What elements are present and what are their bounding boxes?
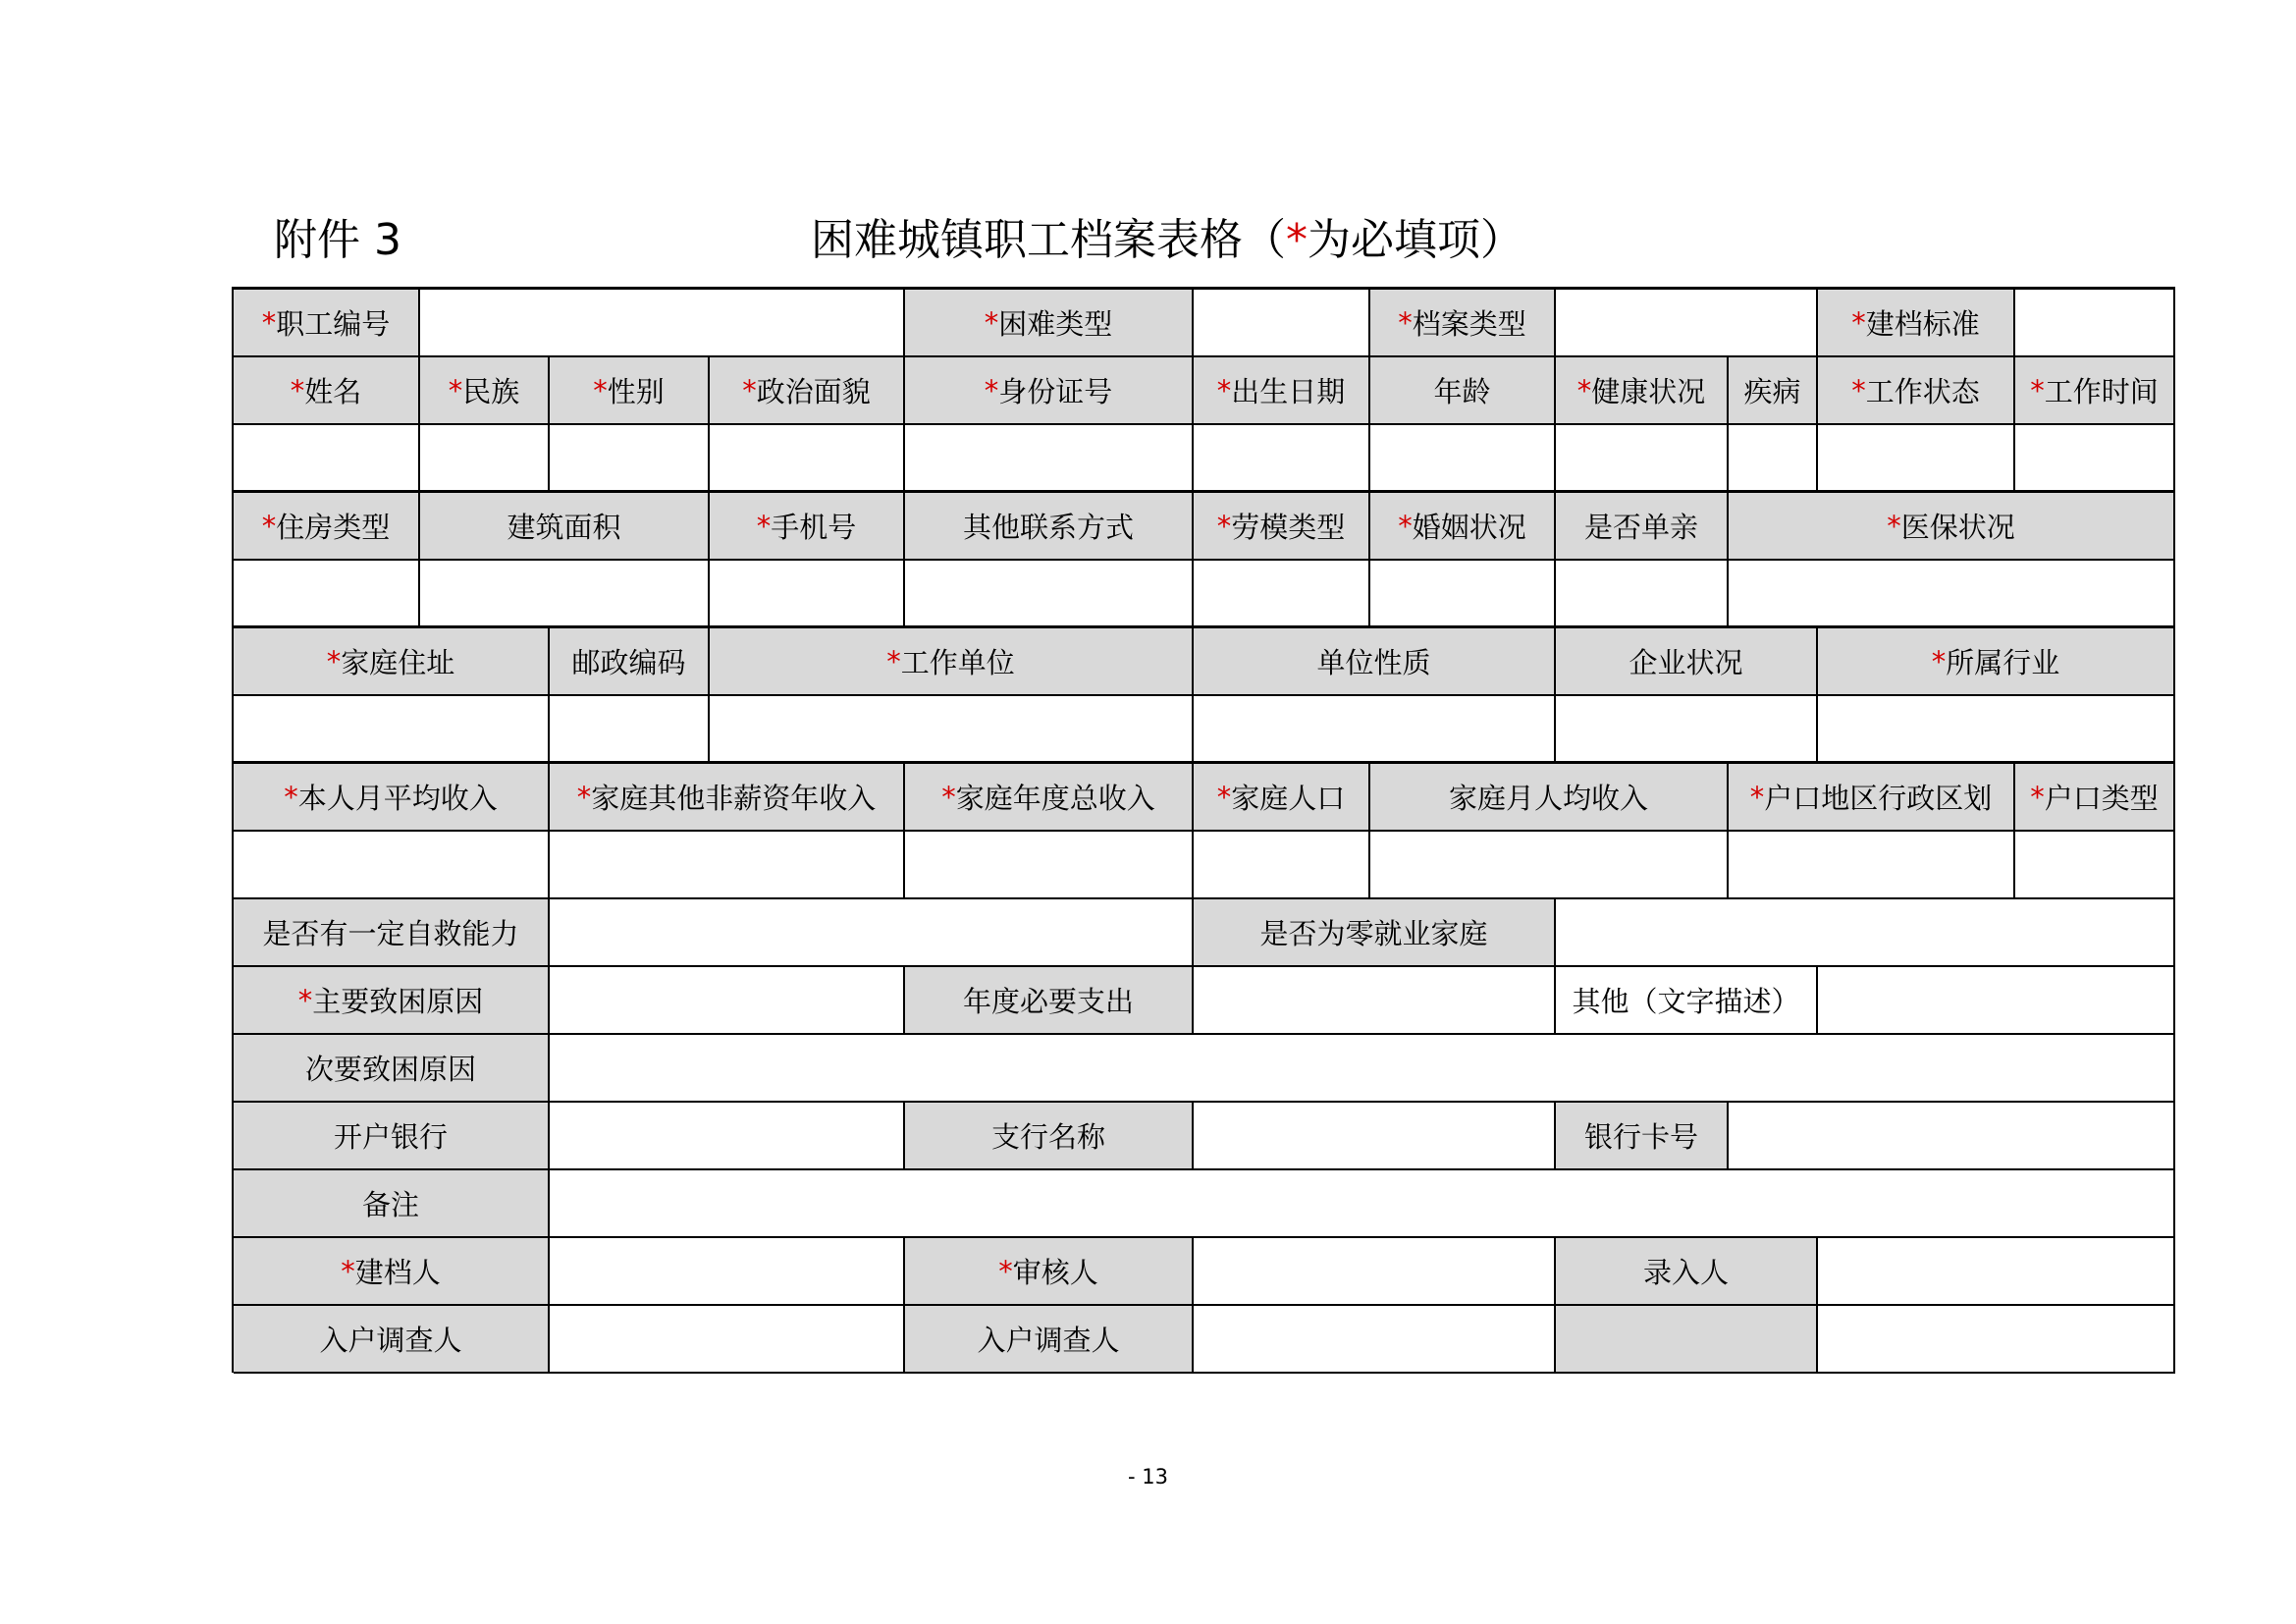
document-title [811,208,1523,273]
remarks-field[interactable] [550,1170,2175,1238]
field-label-text: 家庭其他非薪资年收入 [591,782,877,815]
label-gender [550,357,710,425]
label-birth-date [1194,357,1370,425]
field-label-text: 档案类型 [1412,307,1526,341]
household-region-field[interactable] [1729,832,2015,899]
household-type-field[interactable] [2015,832,2175,899]
work-status-field[interactable] [1818,425,2015,493]
main-cause-field[interactable] [550,967,905,1035]
single-parent-field[interactable] [1556,561,1729,628]
field-label-text: 户口地区行政区划 [1764,782,1993,815]
label-model-worker-type [1194,493,1370,561]
branch-name-field[interactable] [1194,1103,1556,1170]
personal-monthly-income-field[interactable] [234,832,550,899]
label-id-number [905,357,1194,425]
label-marital-status [1370,493,1556,561]
required-mark: * [284,780,298,814]
id-number-field[interactable] [905,425,1194,493]
field-label-text: 银行卡号 [1583,1120,1698,1154]
field-label-text: 其他联系方式 [962,511,1134,544]
entry-person-field[interactable] [1818,1238,2175,1306]
field-label-text: 工作状态 [1865,375,1980,408]
marital-status-field[interactable] [1370,561,1556,628]
required-mark: * [2030,780,2045,814]
title-star: * [1286,215,1308,265]
required-mark: * [326,644,342,678]
required-mark: * [1576,373,1592,407]
field-label-text: 备注 [361,1188,419,1221]
field-label-text: 职工编号 [276,307,391,341]
label-work-time [2015,357,2175,425]
required-mark: * [1398,509,1413,543]
card-no-field[interactable] [1729,1103,2175,1170]
field-label-text: 出生日期 [1231,375,1346,408]
other-contact-field[interactable] [905,561,1194,628]
label-housing-type [234,493,420,561]
mobile-field[interactable] [710,561,905,628]
gender-field[interactable] [550,425,710,493]
family-per-capita-income-field[interactable] [1370,832,1729,899]
enterprise-status-field[interactable] [1556,696,1818,764]
label-disease [1729,357,1818,425]
required-mark: * [984,305,999,340]
field-label-text: 入户调查人 [977,1324,1120,1357]
field-label-text: 工作时间 [2044,375,2159,408]
label-age [1370,357,1556,425]
required-mark: * [593,373,608,407]
annual-expense-field[interactable] [1194,967,1556,1035]
file-type-field[interactable] [1556,290,1818,357]
label-self-rescue [234,899,550,967]
required-mark: * [984,373,999,407]
self-rescue-field[interactable] [550,899,1194,967]
label-work-status [1818,357,2015,425]
field-label-text: 入户调查人 [319,1324,462,1357]
label-investigator-1 [234,1306,550,1374]
health-status-field[interactable] [1556,425,1729,493]
field-label-text: 政治面貌 [756,375,871,408]
field-label-text: 困难类型 [998,307,1113,341]
investigator-2-field[interactable] [1194,1306,1556,1374]
required-mark: * [1216,780,1232,814]
political-status-field[interactable] [710,425,905,493]
field-label-text: 姓名 [304,375,362,408]
required-mark: * [261,305,277,340]
field-label-text: 是否单亲 [1583,511,1698,544]
label-household-region [1729,764,2015,832]
label-difficulty-type [905,290,1194,357]
page-number: - 13 [1128,1465,1168,1489]
label-ethnicity [420,357,550,425]
field-label-text: 手机号 [771,511,857,544]
other-desc-field[interactable] [1818,967,2175,1035]
label-filer [234,1238,550,1306]
work-unit-field[interactable] [710,696,1194,764]
model-worker-type-field[interactable] [1194,561,1370,628]
field-label-text: 身份证号 [998,375,1113,408]
label-family-annual-income [905,764,1194,832]
field-label-text: 家庭月人均收入 [1448,782,1648,815]
field-label-text: 所属行业 [1946,646,2060,679]
required-mark: * [1851,373,1866,407]
label-employee-no [234,290,420,357]
required-mark: * [756,509,772,543]
filer-field[interactable] [550,1238,905,1306]
field-label-text: 年度必要支出 [962,985,1134,1018]
required-mark: * [1216,373,1232,407]
required-mark: * [1887,509,1901,543]
field-label-text: 家庭年度总收入 [955,782,1155,815]
label-other-contact [905,493,1194,561]
field-label-text: 建筑面积 [507,511,621,544]
field-label-text: 劳模类型 [1231,511,1346,544]
label-secondary-cause [234,1035,550,1103]
label-postal-code [550,628,710,696]
postal-code-field[interactable] [550,696,710,764]
label-investigator-2 [905,1306,1194,1374]
field-label-text: 工作单位 [900,646,1015,679]
field-label-text: 邮政编码 [571,646,686,679]
required-mark: * [297,983,313,1017]
archive-form-table [232,287,2175,1373]
field-label-text: 家庭住址 [341,646,455,679]
bank-field[interactable] [550,1103,905,1170]
reviewer-field[interactable] [1194,1238,1556,1306]
field-label-text: 本人月平均收入 [297,782,498,815]
label-file-type [1370,290,1556,357]
field-label-text: 性别 [607,375,665,408]
label-family-per-capita-income [1370,764,1729,832]
building-area-field[interactable] [420,561,710,628]
investigator-1-field[interactable] [550,1306,905,1374]
label-unit-nature [1194,628,1556,696]
field-label-text: 年龄 [1433,375,1491,408]
family-annual-income-field[interactable] [905,832,1194,899]
ethnicity-field[interactable] [420,425,550,493]
required-mark: * [1749,780,1765,814]
field-label-text: 家庭人口 [1231,782,1346,815]
field-label-text: 录入人 [1642,1256,1729,1289]
family-other-income-field[interactable] [550,832,905,899]
required-mark: * [886,644,901,678]
medical-insurance-field[interactable] [1729,561,2175,628]
blank-value-field[interactable] [1818,1306,2175,1374]
label-family-size [1194,764,1370,832]
label-medical-insurance [1729,493,2175,561]
field-label-text: 疾病 [1743,375,1801,408]
required-mark: * [261,509,277,543]
label-family-other-income [550,764,905,832]
filing-standard-field[interactable] [2015,290,2175,357]
required-mark: * [1931,644,1947,678]
label-single-parent [1556,493,1729,561]
label-remarks [234,1170,550,1238]
field-label-text: 建档人 [354,1256,441,1289]
zero-employment-field[interactable] [1556,899,2175,967]
label-name [234,357,420,425]
required-mark: * [2030,373,2045,407]
field-label-text: 开户银行 [333,1120,448,1154]
field-label-text: 民族 [462,375,520,408]
required-mark: * [341,1254,355,1288]
blank-label-cell [1556,1306,1818,1374]
label-main-cause [234,967,550,1035]
required-mark: * [290,373,305,407]
field-label-text: 支行名称 [990,1120,1105,1154]
work-time-field[interactable] [2015,425,2175,493]
field-label-text: 其他（文字描述） [1572,985,1800,1018]
label-home-address [234,628,550,696]
field-label-text: 单位性质 [1316,646,1431,679]
label-personal-monthly-income [234,764,550,832]
label-annual-expense [905,967,1194,1035]
field-label-text: 婚姻状况 [1412,511,1526,544]
field-label-text: 健康状况 [1591,375,1706,408]
label-other-desc [1556,967,1818,1035]
required-mark: * [1216,509,1232,543]
required-mark: * [1851,305,1866,340]
field-label-text: 审核人 [1012,1256,1098,1289]
birth-date-field[interactable] [1194,425,1370,493]
required-mark: * [576,780,592,814]
label-zero-employment [1194,899,1556,967]
home-address-field[interactable] [234,696,550,764]
field-label-text: 医保状况 [1900,511,2015,544]
field-label-text: 是否为零就业家庭 [1259,917,1488,950]
label-industry [1818,628,2175,696]
required-mark: * [742,373,757,407]
label-entry-person [1556,1238,1818,1306]
field-label-text: 建档标准 [1865,307,1980,341]
label-reviewer [905,1238,1194,1306]
label-work-unit [710,628,1194,696]
label-card-no [1556,1103,1729,1170]
label-enterprise-status [1556,628,1818,696]
employee-no-field[interactable] [420,290,905,357]
field-label-text: 是否有一定自救能力 [262,917,519,950]
label-bank [234,1103,550,1170]
label-branch-name [905,1103,1194,1170]
required-mark: * [448,373,463,407]
label-household-type [2015,764,2175,832]
disease-field[interactable] [1729,425,1818,493]
field-label-text: 企业状况 [1629,646,1743,679]
field-label-text: 次要致困原因 [304,1053,476,1086]
label-political-status [710,357,905,425]
secondary-cause-field[interactable] [550,1035,2175,1103]
family-size-field[interactable] [1194,832,1370,899]
label-building-area [420,493,710,561]
name-field[interactable] [234,425,420,493]
label-mobile [710,493,905,561]
field-label-text: 住房类型 [276,511,391,544]
unit-nature-field[interactable] [1194,696,1556,764]
title-suffix: 为必填项） [1308,215,1523,265]
field-label-text: 主要致困原因 [312,985,484,1018]
attachment-label: 附件 3 [274,215,401,265]
difficulty-type-field[interactable] [1194,290,1370,357]
field-label-text: 户口类型 [2044,782,2159,815]
industry-field[interactable] [1818,696,2175,764]
housing-type-field[interactable] [234,561,420,628]
label-health-status [1556,357,1729,425]
age-field[interactable] [1370,425,1556,493]
required-mark: * [941,780,956,814]
title-prefix: 困难城镇职工档案表格（ [811,215,1286,265]
required-mark: * [1398,305,1413,340]
label-filing-standard [1818,290,2015,357]
required-mark: * [998,1254,1013,1288]
